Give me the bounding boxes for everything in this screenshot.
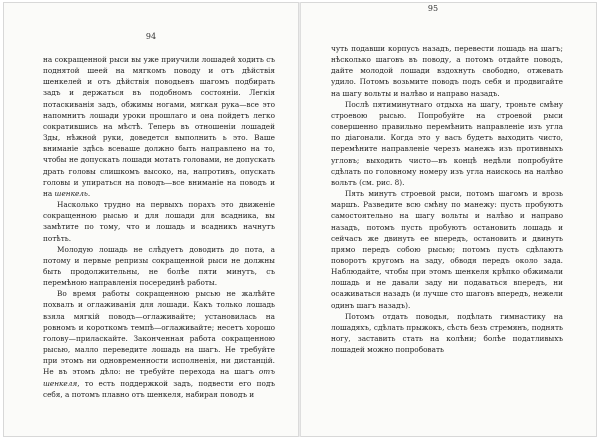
left-page	[3, 2, 298, 434]
left-page-text	[43, 54, 275, 400]
page-number-left: 94	[145, 32, 157, 41]
right-paragraph-2: Послѣ пятиминутнаго отдыха на шагу, троньте смѣну строевою рысью. Попробуйте на строевой рыси совершенно правильно перемѣнить направленіе изъ угла по діагонали. Когда это у васъ будетъ выходить чисто, перемѣните направленіе черезъ манежъ изъ противныхъ угловъ; выходить чисто—въ концѣ недѣли попробуйте сдѣлать по головному номеру изъ угла наискось на налѣво вольтъ (см. рис. 8).	[331, 99, 563, 187]
right-paragraph-3: Пять минутъ строевой рыси, потомъ шагомъ и врозь маршъ. Разведите всю смѣну по манежу: пусть пробуютъ самостоятельно на шагу вольты и налѣво и направо назадъ, потомъ пусть пробуютъ остановить лошадь и сейчасъ же двинуть ее впередъ, остановить и двинуть прямо передъ собою рысью; потомъ пусть сдѣлаютъ поворотъ кругомъ на заду, обводя передъ около зада. Наблюдайте, чтобы при этомъ шенкеля крѣпко обжимали лошадь и не давали заду ни подаваться впередъ, ни осаживаться назадъ (и лучше сто шаговъ впередъ, нежели одинъ шагъ назадъ).	[331, 189, 563, 310]
page-number-right: 95	[427, 4, 439, 13]
right-page-text	[331, 43, 563, 355]
left-paragraph-4: Во время работы сокращенною рысью не жалѣйте похвалъ и оглаживанія для лошади. Какъ только лошадь взяла мягкій поводъ—оглаживайте; установилась на ровномъ и короткомъ темпѣ—оглаживайте; несетъ хорошо голову—приласкайте. Законченная работа сокращенною рысью, малло переведите лошадь на шагъ. Не требуйте при этомъ ни одновременности исполненія, ни дистанцій. Не въ этомъ дѣло: не требуйте перехода на шагъ отъ шенкеля, то есть поддержкой задъ, подвести его подъ себя, а потомъ плавно отъ шенкеля, набирая поводъ и	[43, 289, 275, 399]
right-page	[301, 2, 597, 434]
left-paragraph-1: на сокращенной рыси вы уже приучили лошадей ходить съ поднятой шеей на мягкомъ поводу и отъ дѣйствія шенкелей и отъ дѣйствія поводьевъ шагомъ подбирать задъ и держаться въ подобномъ состояніи. Легкія потаскиванія задъ, обжимы ногами, мягкая рука—все это напомнитъ лошади уроки прошлаго и она пойдетъ легко сократившись на мѣстѣ. Теперь въ отношеніи лошадей Зды, нѣжной руки, доведется выполнить ь это. Ваше вниманіе здѣсь всеваше должно быть направлено на то, чтобы не допускать лошади мотать головами, не допускать драть головы слишкомъ высоко, на, напротивъ, опускать головы и упираться на поводъ—все вниманіе на поводъ и на шенкель.	[43, 55, 275, 198]
left-paragraph-2: Насколько трудно на первыхъ порахъ это движеніе сокращенною рысью и для лошади для всадника, вы замѣтите по тому, что и лошадь и всадникъ начнутъ потѣть.	[43, 200, 275, 243]
left-paragraph-3: Молодую лошадь не слѣдуетъ доводить до пота, а потому и первые репризы сокращенной рыси не должны быть продолжительны, не болѣе пяти минутъ, съ перемѣною направленія посерединѣ работы.	[43, 244, 275, 288]
right-paragraph-1: чуть подавши корпусъ назадъ, перевести лошадь на шагъ; нѣсколько шаговъ въ поводу, а потомъ отдайте поводъ, дайте молодой лошади вздохнуть свободно, отжевать удило. Потомъ возьмите поводъ подъ себя и продвигайте на шагу вольты и налѣво и направо назадъ.	[331, 44, 563, 98]
right-paragraph-4: Потомъ отдать поводья, подѣлать гимнастику на лошадяхъ, сдѣлать прыжокъ, сѣсть безъ стремянъ, поднять ногу, заставить стать на колѣни; болѣе податливыхъ лошадей можно попробовать	[331, 311, 563, 355]
